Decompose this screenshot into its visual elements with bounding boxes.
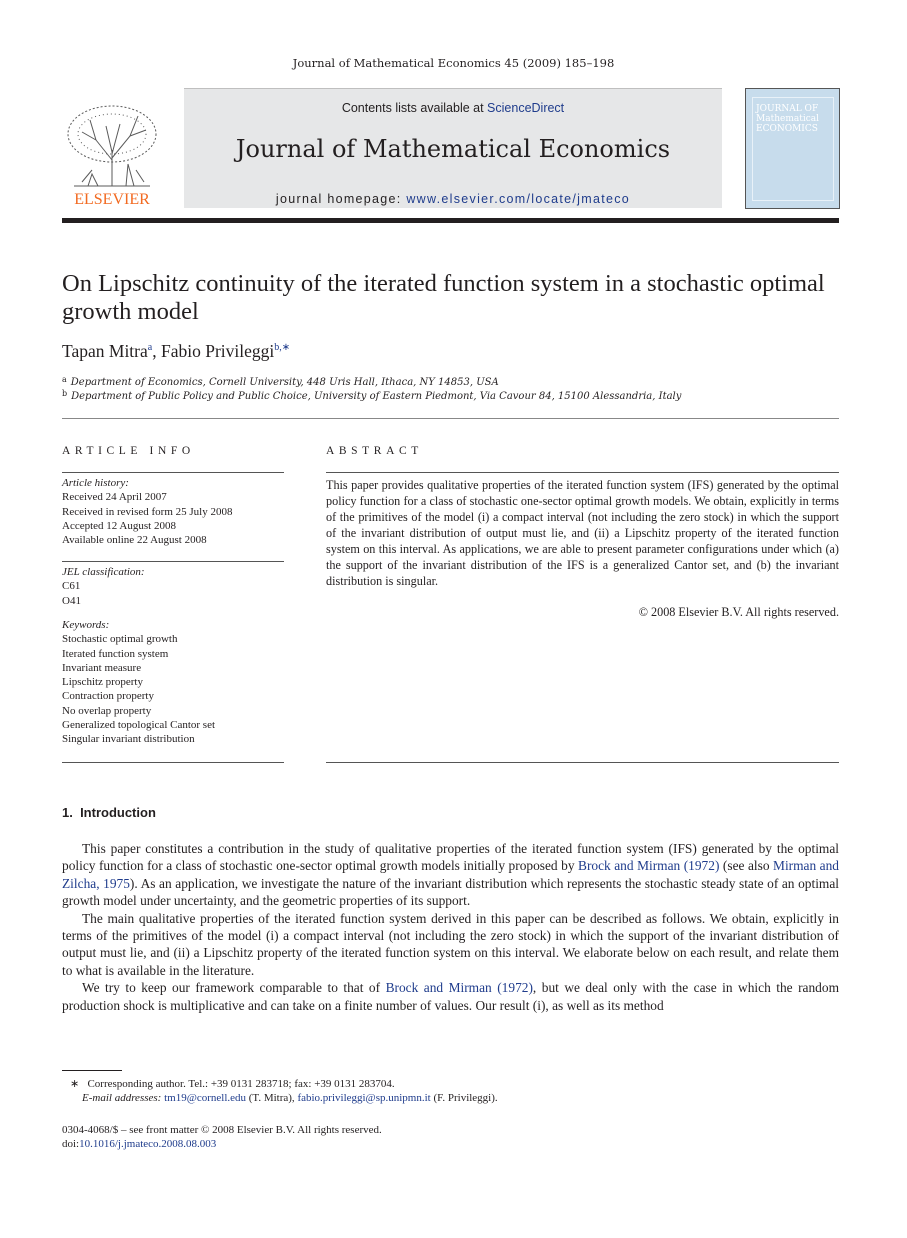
affiliation-b	[62, 389, 681, 402]
keyword: Iterated function system	[62, 647, 169, 660]
footnote-text: Corresponding author. Tel.: +39 0131 283718; fax: +39 0131 283704.	[87, 1078, 395, 1090]
author-name: Tapan Mitra	[62, 341, 148, 361]
affiliation-a	[62, 375, 499, 388]
citation-link[interactable]: Mirman and Zilcha, 1975	[62, 858, 840, 891]
jel-classification	[62, 565, 284, 608]
affiliation-text: Department of Economics, Cornell University, 448 Uris Hall, Ithaca, NY 14853, USA	[70, 377, 499, 388]
text: (see also	[719, 858, 774, 874]
abstract-text: This paper provides qualitative properties of the iterated function system (IFS) generated by the optimal policy function for a class of stochastic one-sector optimal growth models. We obtain, explicitly in terms of the primitives of the model (i) a compact interval (not including the zero stock) in which the support of the invariant distribution of output must lie, and (ii) a Lipschitz property of the iterated function system on this interval. As applications, we are able to present parameter configurations under which (a) the support of the invariant distribution of the IFS is a generalized Cantor set, and (b) the invariant distribution is singular.	[326, 478, 839, 588]
divider	[326, 472, 839, 473]
keywords-label: Keywords:	[62, 619, 110, 631]
copyright-notice: © 2008 Elsevier B.V. All rights reserved.	[638, 605, 839, 619]
article-title: On Lipschitz continuity of the iterated function system in a stochastic optimal growth model	[62, 270, 825, 325]
keyword: Contraction property	[62, 690, 154, 703]
article-info-heading: ARTICLE INFO	[62, 445, 195, 457]
elsevier-wordmark: ELSEVIER	[74, 191, 150, 208]
homepage-link[interactable]: www.elsevier.com/locate/jmateco	[406, 192, 631, 206]
history-label: Article history:	[62, 477, 129, 489]
affiliation-text: Department of Public Policy and Public Choice, University of Eastern Piedmont, Via Cavour 84, 15100 Alessandria, Italy	[71, 391, 682, 402]
affiliation-link[interactable]: a	[147, 342, 153, 353]
homepage-prefix: journal homepage:	[275, 192, 407, 206]
cover-title: JOURNAL OF Mathematical ECONOMICS	[756, 104, 819, 134]
author-line: Tapan Mitra$^a$, Fabio Privileggi$^{b,∗}$	[62, 341, 291, 361]
sciencedirect-link[interactable]: ScienceDirect	[487, 101, 565, 115]
email-addresses	[82, 1092, 498, 1104]
doi-prefix: doi:	[62, 1138, 80, 1150]
email-label: E-mail addresses:	[82, 1092, 162, 1104]
elsevier-logo[interactable]	[62, 100, 162, 210]
keyword: Stochastic optimal growth	[62, 633, 178, 646]
header-divider	[62, 218, 839, 223]
text: We try to keep our framework comparable to that of	[82, 980, 386, 996]
running-head: Journal of Mathematical Economics 45 (2009) 185–198	[292, 56, 615, 70]
author-name: Fabio Privileggi	[160, 341, 275, 361]
front-matter-line: 0304-4068/$ – see front matter © 2008 Elsevier B.V. All rights reserved.	[62, 1124, 382, 1136]
jel-label: JEL classification:	[62, 566, 145, 578]
text: This paper constitutes a contribution in the study of qualitative properties of the iterated function system (IFS) generated by the optimal policy function for a class of stochastic one-sector optimal growth models initially proposed by	[62, 841, 839, 874]
divider	[326, 762, 839, 763]
cover-frame	[752, 97, 834, 201]
divider	[62, 418, 839, 419]
elsevier-tree-icon	[62, 100, 162, 210]
history-item: Available online 22 August 2008	[62, 534, 207, 547]
email-link[interactable]: fabio.privileggi@sp.unipmn.it	[297, 1092, 431, 1104]
homepage-line	[184, 192, 722, 206]
doi-link[interactable]: 10.1016/j.jmateco.2008.08.003	[79, 1138, 217, 1150]
history-item: Accepted 12 August 2008	[62, 519, 176, 532]
contents-line	[184, 101, 722, 115]
text: , but we deal only with the case in which the random production shock is multiplicative and can take on a finite number of values. Our result (i), as well as its method	[62, 980, 839, 1013]
doi-line	[62, 1138, 216, 1150]
history-item: Received in revised form 25 July 2008	[62, 505, 233, 518]
divider	[62, 762, 284, 763]
divider	[62, 472, 284, 473]
paragraph	[62, 979, 839, 1014]
text: ). As an application, we investigate the nature of the invariant distribution which represents the stochastic steady state of an optimal growth model under uncertainty, and the geometric properties of its support.	[62, 875, 839, 909]
affiliation-mark: a	[62, 375, 67, 384]
paragraph: The main qualitative properties of the iterated function system derived in this paper can be described as follows. We obtain, explicitly in terms of the primitives of the model (i) a compact interval (not including the zero stock) in which the support of the invariant distribution of output must lie, and (ii) a Lipschitz property of the iterated function system on this interval. We elaborate below on each result, and relate them to what is available in the literature.	[62, 910, 839, 978]
citation-link[interactable]: Brock and Mirman (1972)	[385, 980, 533, 996]
abstract-heading: ABSTRACT	[326, 445, 423, 457]
corresponding-author-note	[70, 1077, 395, 1090]
contents-prefix: Contents lists available at	[341, 101, 488, 115]
citation-link[interactable]: Brock and Mirman (1972)	[578, 858, 720, 874]
journal-banner	[184, 88, 722, 208]
affiliation-mark: b	[62, 389, 68, 398]
section-heading-introduction: 1. Introduction	[62, 805, 156, 820]
journal-name: Journal of Mathematical Economics	[235, 135, 671, 163]
keyword: Invariant measure	[62, 661, 142, 674]
keyword: Singular invariant distribution	[62, 733, 195, 746]
jel-code: C61	[62, 580, 81, 593]
history-item: Received 24 April 2007	[62, 491, 167, 504]
keywords	[62, 618, 284, 747]
journal-cover-thumbnail[interactable]	[745, 88, 840, 209]
masthead	[62, 88, 840, 212]
footnote-divider	[62, 1070, 122, 1071]
divider	[62, 561, 284, 562]
text: (F. Privileggi).	[430, 1092, 498, 1104]
keyword: No overlap property	[62, 704, 152, 717]
article-history	[62, 476, 284, 547]
affiliation-link[interactable]: b,∗	[274, 342, 291, 353]
keyword: Lipschitz property	[62, 676, 143, 689]
keyword: Generalized topological Cantor set	[62, 719, 216, 732]
email-link[interactable]: tm19@cornell.edu	[164, 1092, 247, 1104]
text: (T. Mitra),	[246, 1092, 298, 1104]
paragraph	[62, 840, 839, 910]
introduction-body	[62, 840, 839, 1014]
footnote-mark: ∗	[70, 1078, 80, 1090]
jel-code: O41	[62, 594, 81, 607]
